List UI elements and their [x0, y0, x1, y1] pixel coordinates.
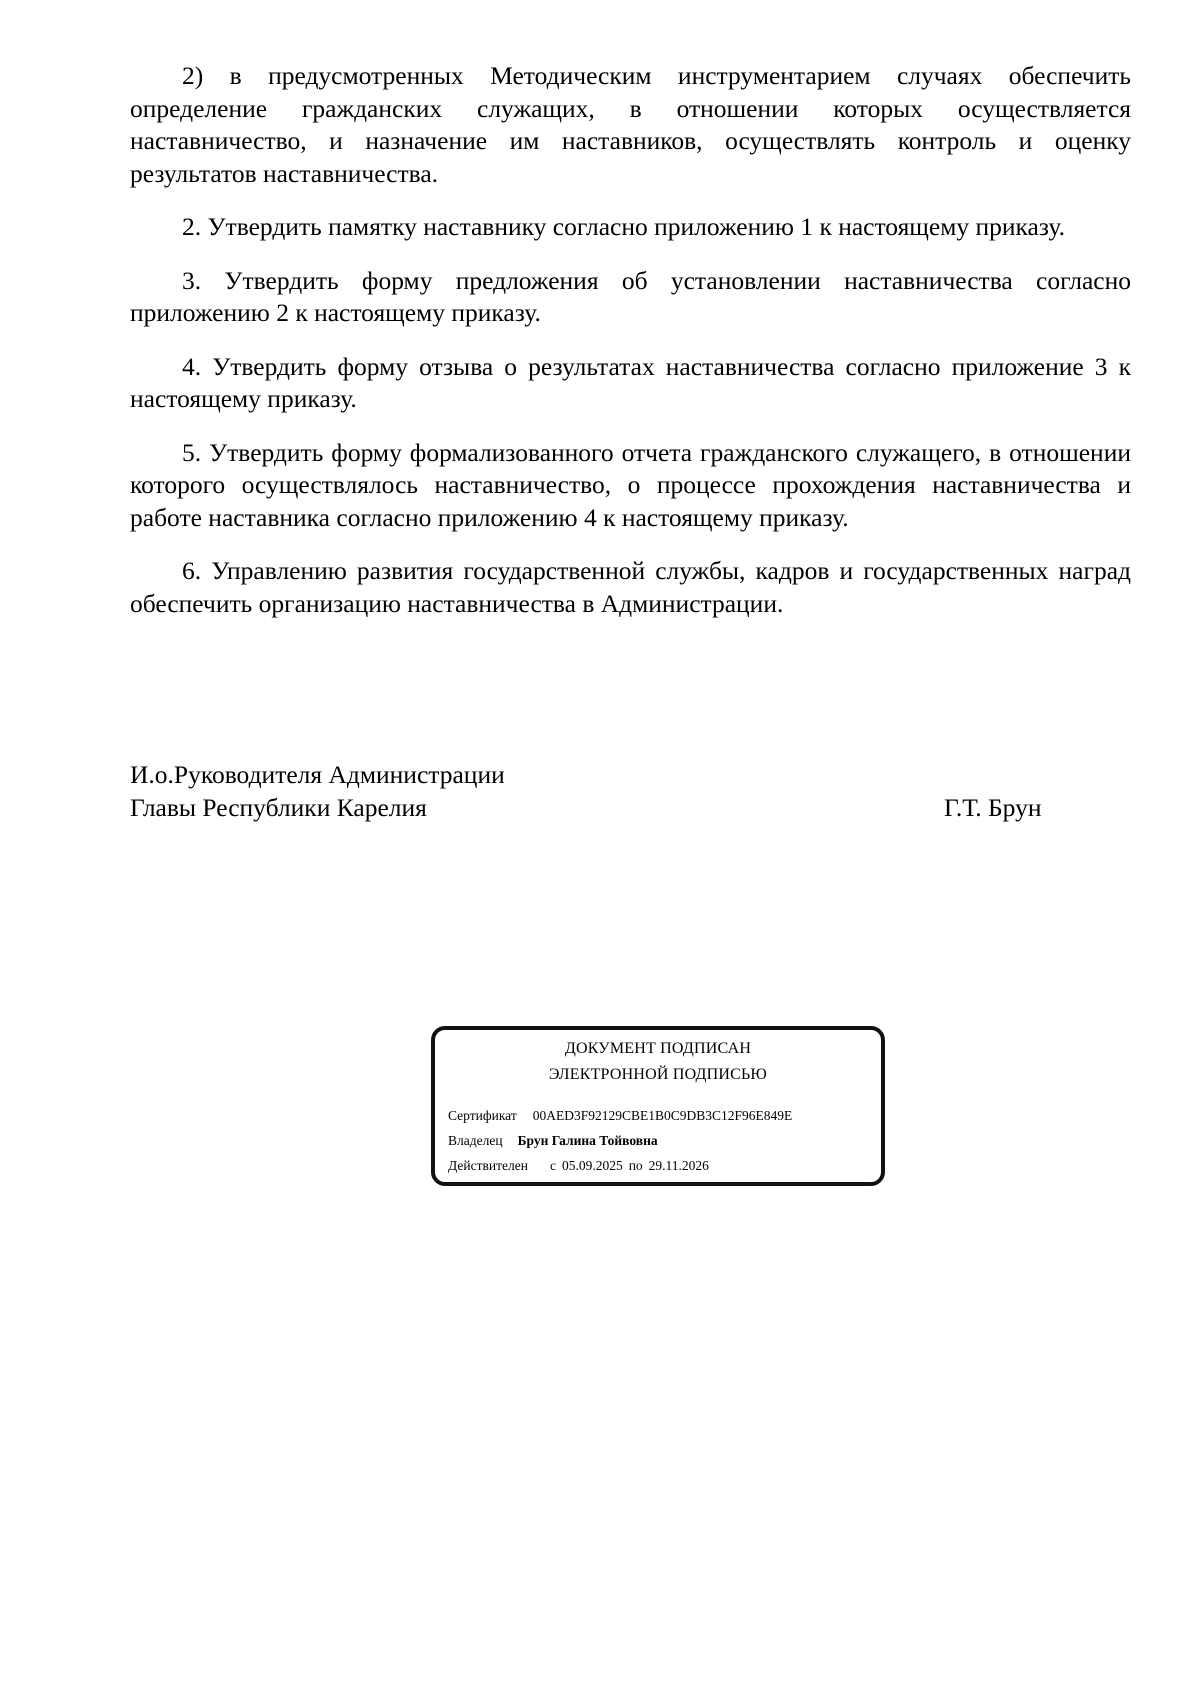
valid-from-date: 05.09.2025	[561, 1158, 623, 1173]
paragraph-item-2-subpoint: 2) в предусмотренных Методическим инструментарием случаях обеспечить определение гражданских служащих, в отношении которых осуществляется наставничество, и назначение им наставников, осуществлять контроль и оценку результатов наставничества.	[130, 61, 1131, 188]
paragraph-point-2: 2. Утвердить памятку наставнику согласно приложению 1 к настоящему приказу.	[182, 212, 1065, 241]
valid-label: Действителен	[448, 1158, 528, 1173]
paragraph-point-3: 3. Утвердить форму предложения об установлении наставничества согласно приложению 2 к настоящему приказу.	[130, 265, 1131, 327]
stamp-owner-row	[448, 1133, 658, 1149]
valid-to-label: по	[628, 1158, 643, 1173]
signatory-position	[130, 759, 505, 824]
owner-value: Брун Галина Тойвовна	[517, 1133, 658, 1148]
stamp-certificate-row	[448, 1108, 792, 1124]
owner-label: Владелец	[448, 1133, 503, 1148]
document-body	[130, 60, 1131, 641]
stamp-title-line2: ЭЛЕКТРОННОЙ ПОДПИСЬЮ	[548, 1066, 768, 1083]
signatory-position-line1: И.о.Руководителя Администрации	[130, 760, 505, 789]
paragraph-point-5: 5. Утвердить форму формализованного отчета гражданского служащего, в отношении которого осуществлялось наставничество, о процессе прохождения наставничества и работе наставника согласно приложению 4 к настоящему приказу.	[130, 437, 1131, 532]
certificate-label: Сертификат	[448, 1108, 517, 1123]
stamp-title-line1: ДОКУМЕНТ ПОДПИСАН	[564, 1040, 752, 1057]
stamp-validity-row	[448, 1158, 709, 1174]
signatory-name: Г.Т. Брун	[944, 793, 1042, 822]
valid-from-label: с	[549, 1158, 556, 1173]
signatory-position-line2: Главы Республики Карелия	[130, 792, 427, 822]
paragraph-point-4: 4. Утвердить форму отзыва о результатах наставничества согласно приложение 3 к настоящему приказу.	[130, 351, 1131, 413]
electronic-signature-stamp	[431, 1026, 885, 1186]
valid-to-date: 29.11.2026	[648, 1158, 709, 1173]
certificate-value: 00AED3F92129CBE1B0C9DB3C12F96E849E	[532, 1108, 793, 1123]
paragraph-point-6: 6. Управлению развития государственной службы, кадров и государственных наград обеспечить организацию наставничества в Администрации.	[130, 556, 1131, 618]
